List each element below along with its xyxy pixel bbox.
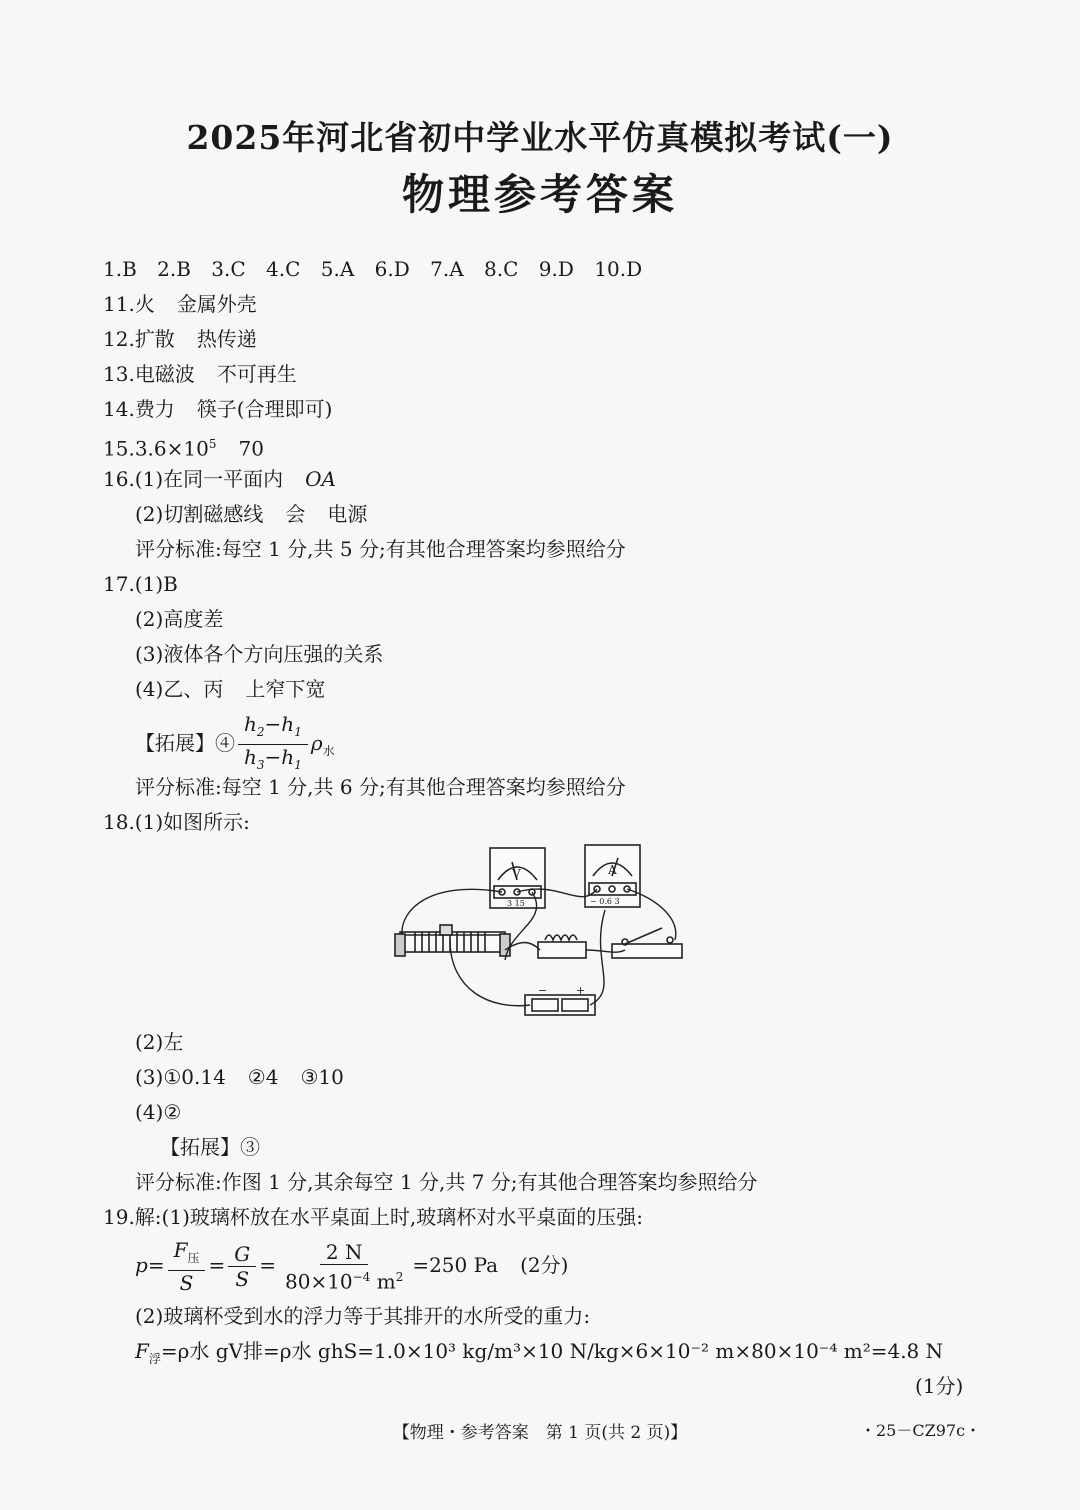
answer-part: 火	[134, 292, 155, 316]
score-note: (2分)	[520, 1253, 569, 1277]
fraction	[228, 1242, 256, 1291]
ammeter-label: A	[608, 863, 617, 877]
q14-answer	[103, 395, 332, 423]
answer-part: 金属外壳	[176, 292, 257, 316]
answer-part: 3.6×10	[134, 436, 209, 461]
mc-answer: 4.C	[266, 257, 301, 281]
answer-part: 16.(1)在同一平面内	[103, 467, 284, 491]
voltmeter-label: V	[512, 867, 521, 881]
exam-title: 2025年河北省初中学业水平仿真模拟考试(一)	[186, 118, 894, 157]
numerator: 2 N	[320, 1240, 369, 1265]
q11-answer	[103, 290, 257, 318]
answer-part: 上窄下宽	[245, 677, 326, 701]
q18-part1: 18.(1)如图所示:	[103, 810, 250, 834]
voltmeter-icon	[490, 848, 545, 908]
subscript: 2	[256, 725, 265, 739]
q16-part1	[103, 465, 336, 493]
switch-icon	[612, 928, 682, 958]
circuit-diagram	[390, 840, 690, 1025]
q15-answer	[103, 430, 264, 463]
answer-part: 筷子(合理即可)	[196, 397, 333, 421]
answer-part: 扩散	[134, 327, 175, 351]
exponent: −4	[352, 1269, 371, 1284]
equation-body: =ρ水 gV排=ρ水 ghS=1.0×10³ kg/m³×10 N/kg×6×10⁻² m×80×10⁻⁴ m²=4.8 N	[160, 1339, 944, 1363]
subscript: 水	[322, 744, 335, 758]
page-footer: 【物理・参考答案 第 1 页(共 2 页)】	[392, 1423, 688, 1443]
q16-part2	[135, 500, 367, 528]
var-h: h	[281, 712, 295, 736]
answer-part: (3)①0.14	[135, 1065, 226, 1089]
q19-part1: 19.解:(1)玻璃杯放在水平桌面上时,玻璃杯对水平桌面的压强:	[103, 1205, 643, 1229]
q17-score: 评分标准:每空 1 分,共 6 分;有其他合理答案均参照给分	[135, 775, 626, 799]
unit: m	[376, 1269, 396, 1294]
q-number: 11.	[103, 292, 135, 316]
denominator: 80×10	[285, 1269, 353, 1294]
mc-answer: 9.D	[538, 257, 574, 281]
var-S: S	[179, 1271, 194, 1295]
q17-part4	[135, 675, 325, 703]
rho-symbol: ρ	[310, 731, 323, 755]
answer-part: 费力	[134, 397, 175, 421]
doc-code: ・25－CZ97c・	[860, 1421, 982, 1440]
answer-part: (4)乙、丙	[135, 677, 224, 701]
q18-part3	[135, 1063, 344, 1091]
mc-answer: 6.D	[374, 257, 410, 281]
subscript: 压	[187, 1251, 200, 1265]
exponent: 5	[208, 437, 217, 451]
var-p: p	[135, 1253, 148, 1277]
mc-answer: 2.B	[157, 257, 191, 281]
ammeter-icon	[585, 845, 640, 907]
q17-part2: (2)高度差	[135, 607, 224, 631]
answer-part: 电磁波	[134, 362, 195, 386]
q19-part2: (2)玻璃杯受到水的浮力等于其排开的水所受的重力:	[135, 1304, 591, 1328]
subscript: 1	[294, 725, 302, 739]
q19-score: (1分)	[915, 1374, 964, 1398]
mc-answer: 7.A	[430, 257, 464, 281]
mc-answer: 10.D	[594, 257, 643, 281]
answer-part: OA	[305, 467, 336, 491]
var-h: h	[281, 745, 295, 769]
q19-equation2	[135, 1337, 943, 1373]
mc-answers	[103, 255, 656, 283]
var-h: h	[244, 712, 257, 736]
var-G: G	[228, 1242, 256, 1267]
q18-part2: (2)左	[135, 1030, 184, 1054]
answer-part: 会	[285, 502, 306, 526]
answer-part: (2)切割磁感线	[135, 502, 264, 526]
exponent: 2	[395, 1269, 404, 1284]
q12-answer	[103, 325, 257, 353]
answer-part: 70	[238, 436, 264, 461]
answer-part: 热传递	[196, 327, 257, 351]
q-number: 15.	[103, 436, 135, 461]
q19-equation1: p= $\frac{F_压}{S}$ = $\frac{G}{S}$ = $\frac{2 N}{80\times 10^{-4} m^2}$ =250 Pa (2分)	[135, 1238, 569, 1295]
var-F: F	[173, 1238, 188, 1262]
fraction: $\frac{h_2-h_1}{h_3-h_1}$	[238, 712, 308, 777]
battery-minus: −	[538, 984, 548, 997]
q-number: 13.	[103, 362, 135, 386]
subscript: 1	[294, 758, 302, 772]
var-S: S	[235, 1267, 250, 1291]
subscript: 3	[256, 758, 265, 772]
q18-extension: 【拓展】③	[160, 1135, 260, 1159]
rheostat-icon	[395, 925, 510, 956]
q-number: 14.	[103, 397, 135, 421]
page-title: 物理参考答案	[401, 170, 678, 219]
fraction	[279, 1240, 409, 1294]
answer-part: 电源	[327, 502, 368, 526]
q-number: 12.	[103, 327, 135, 351]
battery-plus: +	[576, 984, 586, 997]
mc-answer: 8.C	[484, 257, 519, 281]
q17-part3: (3)液体各个方向压强的关系	[135, 642, 384, 666]
voltmeter-terminals: 3 15	[507, 899, 525, 908]
var-h: h	[244, 745, 257, 769]
extension-label: 【拓展】④	[135, 731, 235, 755]
q13-answer	[103, 360, 297, 388]
mc-answer: 3.C	[211, 257, 246, 281]
subscript: 浮	[148, 1352, 161, 1366]
battery-icon	[525, 984, 595, 1015]
answer-part: ②4	[247, 1065, 279, 1089]
q18-part4: (4)②	[135, 1100, 182, 1124]
resistor-icon	[538, 935, 586, 958]
mc-answer: 1.B	[103, 257, 137, 281]
mc-answer: 5.A	[320, 257, 355, 281]
q17-extension	[135, 712, 335, 777]
answer-part: ③10	[300, 1065, 344, 1089]
q16-score: 评分标准:每空 1 分,共 5 分;有其他合理答案均参照给分	[135, 537, 626, 561]
answer-part: 不可再生	[216, 362, 297, 386]
fraction	[168, 1238, 206, 1295]
var-F: F	[135, 1339, 149, 1363]
result: =250 Pa	[412, 1253, 499, 1277]
q17-part1: 17.(1)B	[103, 572, 178, 596]
ammeter-terminals: − 0.6 3	[590, 897, 620, 906]
q18-score: 评分标准:作图 1 分,其余每空 1 分,共 7 分;有其他合理答案均参照给分	[135, 1170, 758, 1194]
